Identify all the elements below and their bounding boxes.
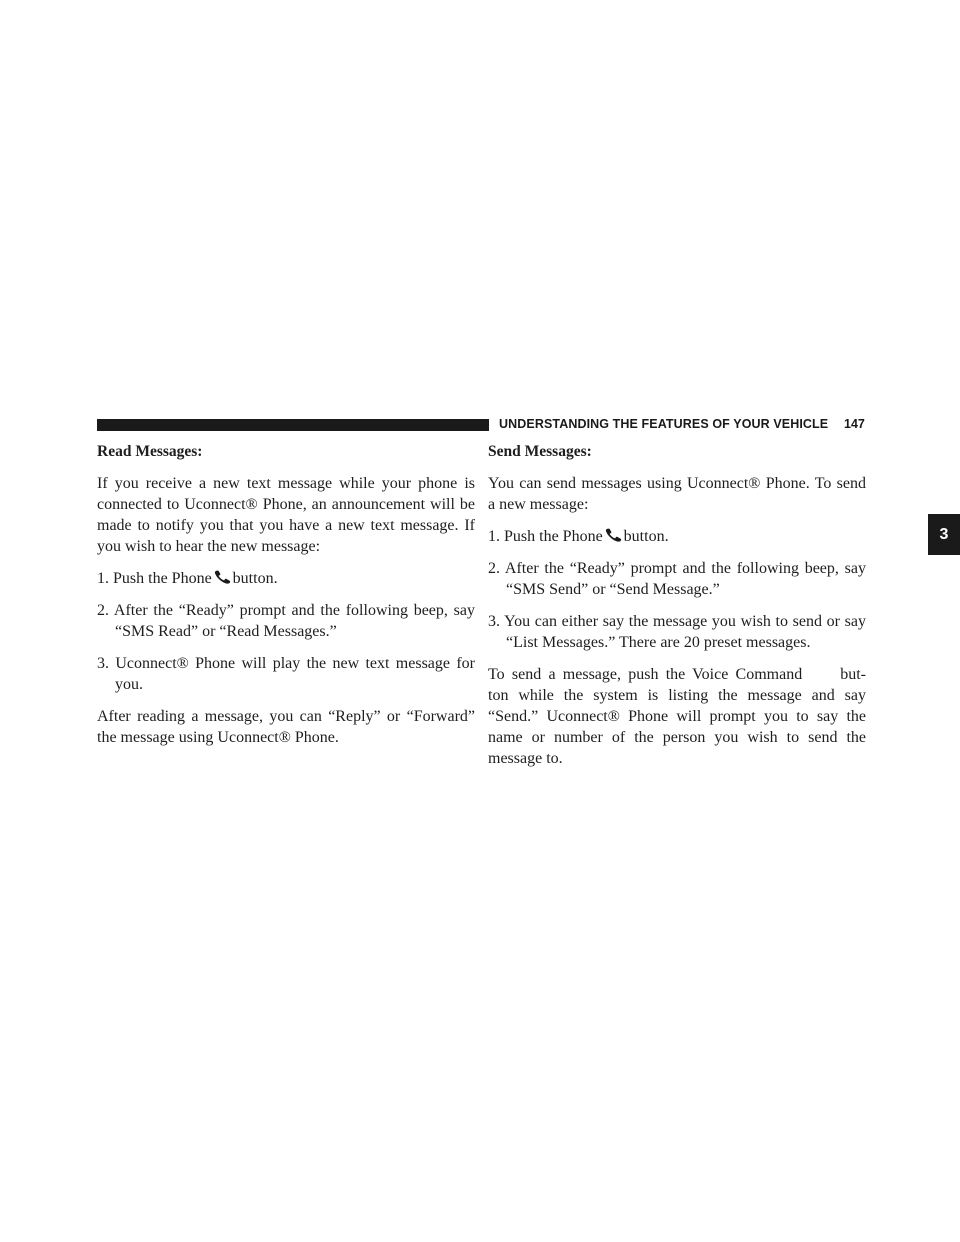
send-step-1 [488,526,866,547]
read-step-2 [97,600,475,642]
read-messages-intro: If you receive a new text message while your phone is connected to Uconnect® Phone, an announcement will be made to notify you that you have a new text message. If you wish to hear the new message: [97,475,475,555]
step-text: Uconnect® Phone will play the new text message for you. [115,655,476,693]
send-messages-intro: You can send messages using Uconnect® Phone. To send a new message: [488,475,866,513]
step-number: 1. [488,528,500,545]
step-text: You can either say the message you wish to send or say “List Messages.” There are 20 preset messages. [504,613,867,651]
send-step-3 [488,611,866,653]
page-number: 147 [844,417,865,431]
step-number: 3. [488,613,500,630]
step-text-after: button. [623,528,669,545]
left-column [97,441,475,759]
outro-text-after: but- ton while the system is listing the message and say “Send.” Uconnect® Phone will prompt you to say the name or number of the person you wish to send the message to. [488,666,866,767]
phone-icon [214,570,232,584]
step-number: 1. [97,570,109,587]
read-step-1 [97,568,475,589]
phone-icon [605,528,623,542]
read-step-3 [97,653,475,695]
step-text: After the “Ready” prompt and the following beep, say “SMS Read” or “Read Messages.” [113,602,476,640]
outro-text-before: To send a message, push the Voice Command [488,666,803,683]
read-messages-heading: Read Messages: [97,443,203,460]
step-text: Push the Phone [113,570,212,587]
step-text: Push the Phone [504,528,603,545]
right-column [488,441,866,780]
header-rule [97,419,489,431]
step-text-after: button. [232,570,278,587]
send-messages-outro [488,664,866,769]
send-messages-heading: Send Messages: [488,443,592,460]
send-step-2 [488,558,866,600]
step-number: 2. [97,602,109,619]
step-number: 3. [97,655,109,672]
step-text: After the “Ready” prompt and the following beep, say “SMS Send” or “Send Message.” [504,560,867,598]
chapter-tab: 3 [928,514,960,555]
read-messages-outro: After reading a message, you can “Reply” or “Forward” the message using Uconnect® Phone. [97,708,475,746]
section-title: UNDERSTANDING THE FEATURES OF YOUR VEHICLE [499,417,829,431]
step-number: 2. [488,560,500,577]
